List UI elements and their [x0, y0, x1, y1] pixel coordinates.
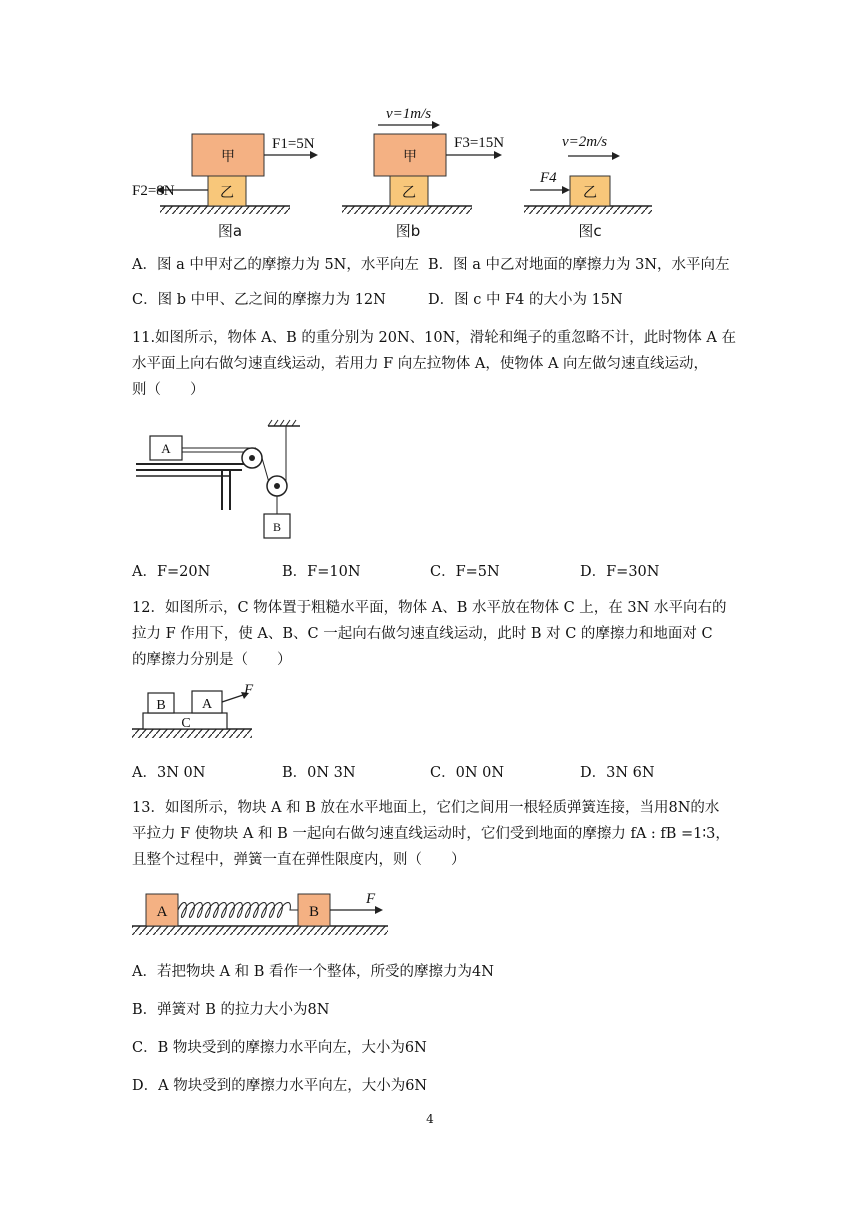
ground-b [342, 206, 472, 214]
q12-option-a[interactable]: A．3N 0N [132, 765, 206, 781]
f2-label: F2=8N [132, 183, 175, 199]
q12-option-d[interactable]: D．3N 6N [580, 765, 655, 781]
block-b-label-q13: B [308, 904, 320, 920]
q12-stem-line-3: 的摩擦力分别是（ ） [132, 652, 292, 668]
label-jia-b: 甲 [403, 149, 417, 165]
ground-c [524, 206, 652, 214]
f3-label: F3=15N [454, 135, 505, 151]
q13-option-a[interactable]: A．若把物块 A 和 B 看作一个整体，所受的摩擦力为4N [132, 964, 494, 980]
spring-q13 [178, 903, 298, 918]
q11-figure [130, 418, 310, 544]
block-c-label-q12: C [181, 716, 191, 731]
label-jia-a: 甲 [221, 149, 235, 165]
q12-stem-line-1: 12．如图所示，C 物体置于粗糙水平面，物体 A、B 水平放在物体 C 上，在 3N 水平向右的 [132, 600, 727, 616]
page-number: 4 [426, 1112, 434, 1126]
q10-option-c[interactable]: C．图 b 中甲、乙之间的摩擦力为 12N [132, 292, 386, 308]
velocity-c: v=2m/s [562, 134, 608, 150]
q13-stem-line-3: 且整个过程中，弹簧一直在弹性限度内，则（ ） [132, 852, 466, 868]
force-label-q12: F [244, 682, 254, 698]
q10-figure [120, 98, 680, 248]
velocity-b: v=1m/s [386, 106, 432, 122]
q10-option-a[interactable]: A．图 a 中甲对乙的摩擦力为 5N，水平向左 [132, 257, 419, 273]
q10-option-d[interactable]: D．图 c 中 F4 的大小为 15N [428, 292, 623, 308]
block-a-label-q11: A [161, 441, 171, 456]
force-label-q13: F [366, 891, 376, 907]
block-b-label-q12: B [156, 698, 166, 713]
q13-stem-line-2: 平拉力 F 使物块 A 和 B 一起向右做匀速直线运动时，它们受到地面的摩擦力 fA : fB =1∶3， [132, 826, 730, 842]
q12-option-b[interactable]: B．0N 3N [282, 765, 356, 781]
q13-figure [128, 884, 398, 940]
f1-label: F1=5N [272, 136, 315, 152]
q11-stem-line-2: 水平面上向右做匀速直线运动，若用力 F 向左拉物体 A，使物体 A 向左做匀速直线运动， [132, 356, 709, 372]
q11-stem-line-1: 11.如图所示，物体 A、B 的重分别为 20N、10N，滑轮和绳子的重忽略不计，此时物体 A 在 [132, 330, 736, 346]
caption-a: 图a [217, 222, 243, 240]
caption-c: 图c [578, 222, 602, 240]
label-yi-a: 乙 [220, 185, 234, 201]
q10-option-b[interactable]: B．图 a 中乙对地面的摩擦力为 3N，水平向左 [428, 257, 730, 273]
label-yi-b: 乙 [402, 185, 416, 201]
q12-stem-line-2: 拉力 F 作用下，使 A、B、C 一起向右做匀速直线运动，此时 B 对 C 的摩擦力和地面对 C [132, 626, 713, 642]
q12-option-c[interactable]: C．0N 0N [430, 765, 505, 781]
fig-b [342, 106, 504, 240]
label-yi-c: 乙 [583, 185, 597, 201]
q13-option-d[interactable]: D．A 物块受到的摩擦力水平向左，大小为6N [132, 1078, 428, 1094]
q11-stem-line-3: 则（ ） [132, 382, 205, 398]
caption-b: 图b [395, 222, 421, 240]
q12-figure [128, 678, 263, 746]
q11-option-a[interactable]: A．F=20N [132, 564, 211, 580]
q13-stem-line-1: 13．如图所示，物块 A 和 B 放在水平地面上，它们之间用一根轻质弹簧连接，当用8N的水 [132, 800, 720, 816]
fig-c [524, 134, 652, 240]
fig-a [132, 134, 318, 240]
q13-option-c[interactable]: C．B 物块受到的摩擦力水平向左，大小为6N [132, 1040, 427, 1056]
block-a-label-q13: A [156, 904, 168, 920]
block-a-label-q12: A [201, 697, 213, 712]
q11-option-c[interactable]: C．F=5N [430, 564, 500, 580]
ground-a [160, 206, 290, 214]
q13-option-b[interactable]: B．弹簧对 B 的拉力大小为8N [132, 1002, 330, 1018]
q11-option-d[interactable]: D．F=30N [580, 564, 660, 580]
block-b-label-q11: B [272, 520, 282, 534]
f4-label: F4 [540, 170, 557, 186]
q11-option-b[interactable]: B．F=10N [282, 564, 361, 580]
